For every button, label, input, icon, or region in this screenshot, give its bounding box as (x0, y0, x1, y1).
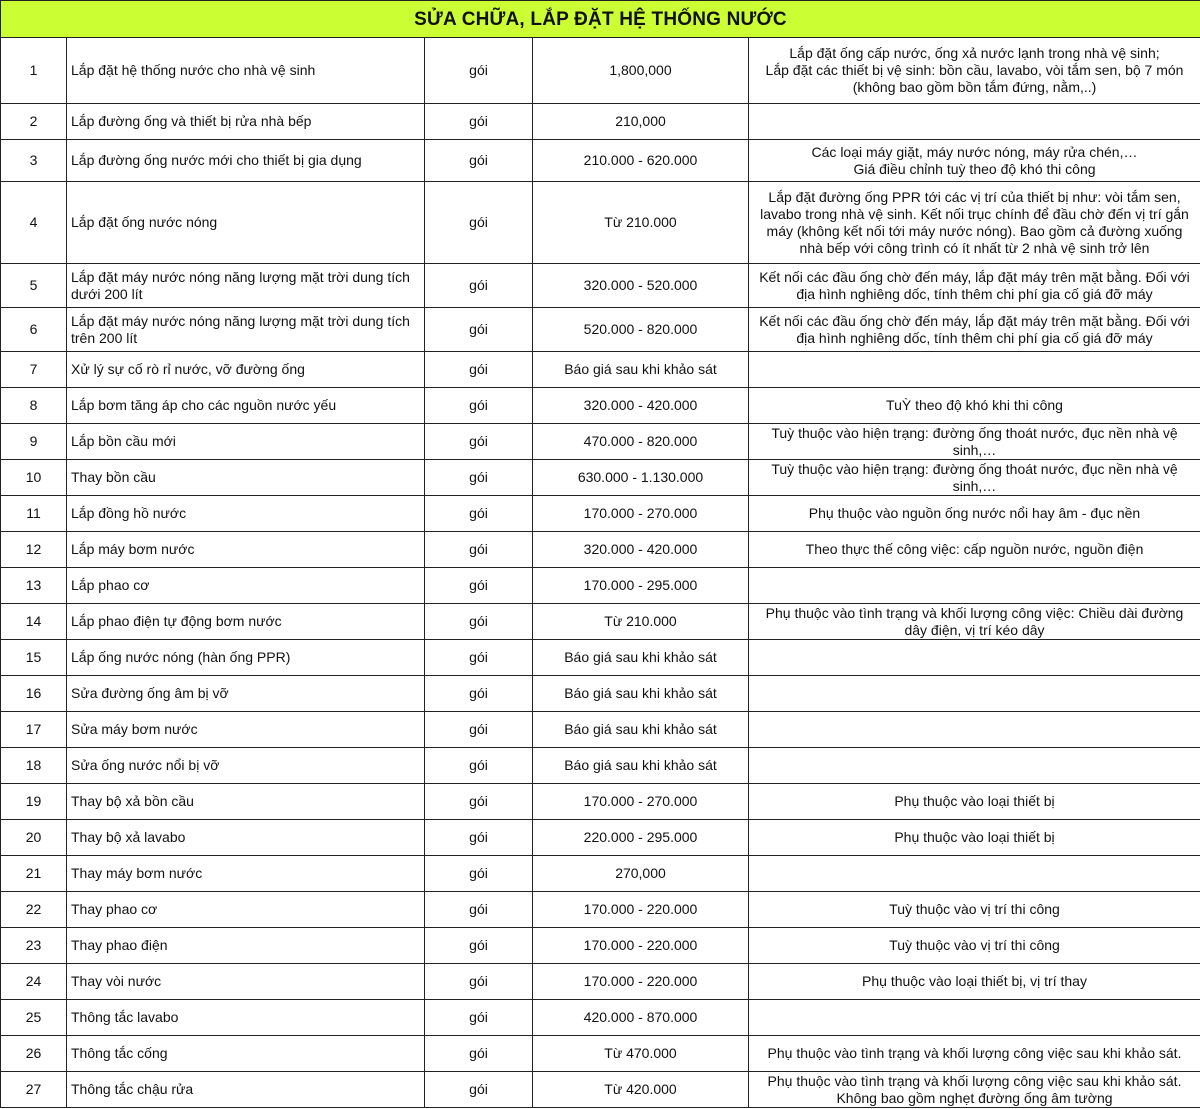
table-row (1, 928, 1200, 964)
price-cell: 210,000 (533, 104, 749, 140)
note-cell (749, 1000, 1200, 1036)
service-name: Thay bộ xả bồn cầu (67, 784, 425, 820)
service-name: Thay máy bơm nước (67, 856, 425, 892)
service-name: Sửa máy bơm nước (67, 712, 425, 748)
table-row (1, 964, 1200, 1000)
note-cell: Tuỳ thuộc vào vị trí thi công (749, 892, 1200, 928)
service-name: Lắp bơm tăng áp cho các nguồn nước yếu (67, 388, 425, 424)
unit-cell: gói (425, 712, 533, 748)
price-cell: Báo giá sau khi khảo sát (533, 640, 749, 676)
note-cell (749, 568, 1200, 604)
row-number: 18 (1, 748, 67, 784)
service-name: Thông tắc chậu rửa (67, 1072, 425, 1108)
table-row (1, 856, 1200, 892)
price-cell: 470.000 - 820.000 (533, 424, 749, 460)
note-cell: Kết nối các đầu ống chờ đến máy, lắp đặt máy trên mặt bằng. Đối với địa hình nghiêng dốc, tính thêm chi phí gia cố giá đỡ máy (749, 308, 1200, 352)
table-row (1, 640, 1200, 676)
table-row (1, 388, 1200, 424)
row-number: 15 (1, 640, 67, 676)
row-number: 27 (1, 1072, 67, 1108)
row-number: 10 (1, 460, 67, 496)
note-cell: Theo thực thế công việc: cấp nguồn nước, nguồn điện (749, 532, 1200, 568)
table-row (1, 424, 1200, 460)
unit-cell: gói (425, 964, 533, 1000)
table-row (1, 748, 1200, 784)
unit-cell: gói (425, 424, 533, 460)
unit-cell: gói (425, 820, 533, 856)
unit-cell: gói (425, 496, 533, 532)
service-name: Thông tắc lavabo (67, 1000, 425, 1036)
unit-cell: gói (425, 928, 533, 964)
note-cell: Phụ thuộc vào tình trạng và khối lượng công việc sau khi khảo sát. (749, 1036, 1200, 1072)
note-cell: Lắp đặt đường ống PPR tới các vị trí của thiết bị như: vòi tắm sen, lavabo trong nhà vệ sinh. Kết nối trục chính để đầu chờ đến vị trí gắn máy (không kết nối tới máy nước nóng). Bao gồm cả đường xuống nhà bếp với công trình có ít nhất từ 2 nhà vệ sinh trở lên (749, 182, 1200, 264)
note-cell: Phụ thuộc vào loại thiết bị, vị trí thay (749, 964, 1200, 1000)
table-row (1, 604, 1200, 640)
price-cell: 270,000 (533, 856, 749, 892)
price-cell: Báo giá sau khi khảo sát (533, 676, 749, 712)
row-number: 8 (1, 388, 67, 424)
unit-cell: gói (425, 140, 533, 182)
service-name: Lắp đặt ống nước nóng (67, 182, 425, 264)
price-cell: Báo giá sau khi khảo sát (533, 712, 749, 748)
service-name: Lắp đường ống và thiết bị rửa nhà bếp (67, 104, 425, 140)
row-number: 7 (1, 352, 67, 388)
price-cell: 320.000 - 420.000 (533, 388, 749, 424)
price-cell: Từ 470.000 (533, 1036, 749, 1072)
note-cell (749, 748, 1200, 784)
note-cell: Lắp đặt ống cấp nước, ống xả nước lạnh trong nhà vệ sinh; Lắp đặt các thiết bị vệ sinh: bồn cầu, lavabo, vòi tắm sen, bộ 7 món (không bao gồm bồn tắm đứng, nằm,..) (749, 38, 1200, 104)
note-cell: Phụ thuộc vào loại thiết bị (749, 820, 1200, 856)
price-cell: 520.000 - 820.000 (533, 308, 749, 352)
service-name: Lắp máy bơm nước (67, 532, 425, 568)
table-row (1, 1036, 1200, 1072)
price-cell: 1,800,000 (533, 38, 749, 104)
row-number: 9 (1, 424, 67, 460)
row-number: 22 (1, 892, 67, 928)
row-number: 12 (1, 532, 67, 568)
service-name: Lắp đặt máy nước nóng năng lượng mặt trời dung tích dưới 200 lít (67, 264, 425, 308)
price-cell: 220.000 - 295.000 (533, 820, 749, 856)
table-row (1, 460, 1200, 496)
unit-cell: gói (425, 104, 533, 140)
service-name: Sửa ống nước nổi bị vỡ (67, 748, 425, 784)
note-cell: Phụ thuộc vào nguồn ống nước nổi hay âm - đục nền (749, 496, 1200, 532)
table-row (1, 892, 1200, 928)
row-number: 11 (1, 496, 67, 532)
row-number: 16 (1, 676, 67, 712)
unit-cell: gói (425, 1072, 533, 1108)
unit-cell: gói (425, 38, 533, 104)
service-name: Lắp đường ống nước mới cho thiết bị gia dụng (67, 140, 425, 182)
row-number: 13 (1, 568, 67, 604)
table-row (1, 104, 1200, 140)
service-name: Lắp đặt máy nước nóng năng lượng mặt trời dung tích trên 200 lít (67, 308, 425, 352)
row-number: 21 (1, 856, 67, 892)
price-cell: 210.000 - 620.000 (533, 140, 749, 182)
unit-cell: gói (425, 532, 533, 568)
service-name: Lắp ống nước nóng (hàn ống PPR) (67, 640, 425, 676)
note-cell: Tuỳ thuộc vào vị trí thi công (749, 928, 1200, 964)
table-row (1, 1072, 1200, 1108)
unit-cell: gói (425, 784, 533, 820)
row-number: 26 (1, 1036, 67, 1072)
note-cell: Phụ thuộc vào loại thiết bị (749, 784, 1200, 820)
table-row (1, 1000, 1200, 1036)
price-table-body (1, 1, 1200, 1108)
row-number: 25 (1, 1000, 67, 1036)
price-cell: 170.000 - 270.000 (533, 784, 749, 820)
note-cell: Kết nối các đầu ống chờ đến máy, lắp đặt máy trên mặt bằng. Đối với địa hình nghiêng dốc, tính thêm chi phí gia cố giá đỡ máy (749, 264, 1200, 308)
unit-cell: gói (425, 676, 533, 712)
price-cell: Báo giá sau khi khảo sát (533, 748, 749, 784)
service-name: Thay phao cơ (67, 892, 425, 928)
row-number: 1 (1, 38, 67, 104)
unit-cell: gói (425, 1036, 533, 1072)
row-number: 6 (1, 308, 67, 352)
price-cell: 170.000 - 220.000 (533, 892, 749, 928)
row-number: 2 (1, 104, 67, 140)
row-number: 17 (1, 712, 67, 748)
unit-cell: gói (425, 748, 533, 784)
table-row (1, 182, 1200, 264)
price-cell: 630.000 - 1.130.000 (533, 460, 749, 496)
row-number: 14 (1, 604, 67, 640)
table-row (1, 140, 1200, 182)
unit-cell: gói (425, 308, 533, 352)
unit-cell: gói (425, 388, 533, 424)
service-name: Thay phao điện (67, 928, 425, 964)
note-cell (749, 352, 1200, 388)
service-name: Thông tắc cống (67, 1036, 425, 1072)
service-name: Thay bộ xả lavabo (67, 820, 425, 856)
unit-cell: gói (425, 640, 533, 676)
unit-cell: gói (425, 460, 533, 496)
unit-cell: gói (425, 352, 533, 388)
note-cell: Các loại máy giặt, máy nước nóng, máy rửa chén,… Giá điều chỉnh tuỳ theo độ khó thi công (749, 140, 1200, 182)
note-cell (749, 856, 1200, 892)
row-number: 3 (1, 140, 67, 182)
price-cell: 320.000 - 520.000 (533, 264, 749, 308)
note-cell: Phụ thuộc vào tình trạng và khối lượng công việc: Chiều dài đường dây điện, vị trí kéo dây (749, 604, 1200, 640)
price-cell: 170.000 - 220.000 (533, 964, 749, 1000)
title-row (1, 1, 1200, 38)
service-name: Lắp bồn cầu mới (67, 424, 425, 460)
price-cell: 420.000 - 870.000 (533, 1000, 749, 1036)
service-name: Sửa đường ống âm bị vỡ (67, 676, 425, 712)
service-name: Lắp phao cơ (67, 568, 425, 604)
unit-cell: gói (425, 856, 533, 892)
service-name: Thay vòi nước (67, 964, 425, 1000)
table-row (1, 352, 1200, 388)
table-row (1, 784, 1200, 820)
unit-cell: gói (425, 568, 533, 604)
note-cell (749, 676, 1200, 712)
table-row (1, 38, 1200, 104)
price-cell: 170.000 - 220.000 (533, 928, 749, 964)
service-name: Lắp đặt hệ thống nước cho nhà vệ sinh (67, 38, 425, 104)
row-number: 24 (1, 964, 67, 1000)
price-cell: Từ 420.000 (533, 1072, 749, 1108)
price-cell: 170.000 - 270.000 (533, 496, 749, 532)
row-number: 5 (1, 264, 67, 308)
note-cell: Tuỳ thuộc vào hiện trạng: đường ống thoát nước, đục nền nhà vệ sinh,… (749, 424, 1200, 460)
service-name: Lắp phao điện tự động bơm nước (67, 604, 425, 640)
price-cell: Từ 210.000 (533, 604, 749, 640)
row-number: 19 (1, 784, 67, 820)
table-row (1, 820, 1200, 856)
service-name: Lắp đồng hồ nước (67, 496, 425, 532)
price-cell: Từ 210.000 (533, 182, 749, 264)
table-row (1, 308, 1200, 352)
table-row (1, 676, 1200, 712)
price-cell: 320.000 - 420.000 (533, 532, 749, 568)
note-cell (749, 640, 1200, 676)
row-number: 4 (1, 182, 67, 264)
page-title: SỬA CHỮA, LẮP ĐẶT HỆ THỐNG NƯỚC (1, 1, 1200, 38)
service-name: Thay bồn cầu (67, 460, 425, 496)
price-cell: Báo giá sau khi khảo sát (533, 352, 749, 388)
table-row (1, 532, 1200, 568)
note-cell (749, 104, 1200, 140)
unit-cell: gói (425, 604, 533, 640)
note-cell (749, 712, 1200, 748)
table-row (1, 568, 1200, 604)
row-number: 20 (1, 820, 67, 856)
row-number: 23 (1, 928, 67, 964)
table-row (1, 496, 1200, 532)
unit-cell: gói (425, 264, 533, 308)
table-row (1, 712, 1200, 748)
unit-cell: gói (425, 892, 533, 928)
table-row (1, 264, 1200, 308)
unit-cell: gói (425, 1000, 533, 1036)
price-cell: 170.000 - 295.000 (533, 568, 749, 604)
note-cell: Phụ thuộc vào tình trạng và khối lượng công việc sau khi khảo sát. Không bao gồm nghẹt đường ống âm tường (749, 1072, 1200, 1108)
note-cell: TuỲ theo độ khó khi thi công (749, 388, 1200, 424)
unit-cell: gói (425, 182, 533, 264)
note-cell: Tuỳ thuộc vào hiện trạng: đường ống thoát nước, đục nền nhà vệ sinh,… (749, 460, 1200, 496)
service-name: Xử lý sự cố rò rỉ nước, vỡ đường ống (67, 352, 425, 388)
